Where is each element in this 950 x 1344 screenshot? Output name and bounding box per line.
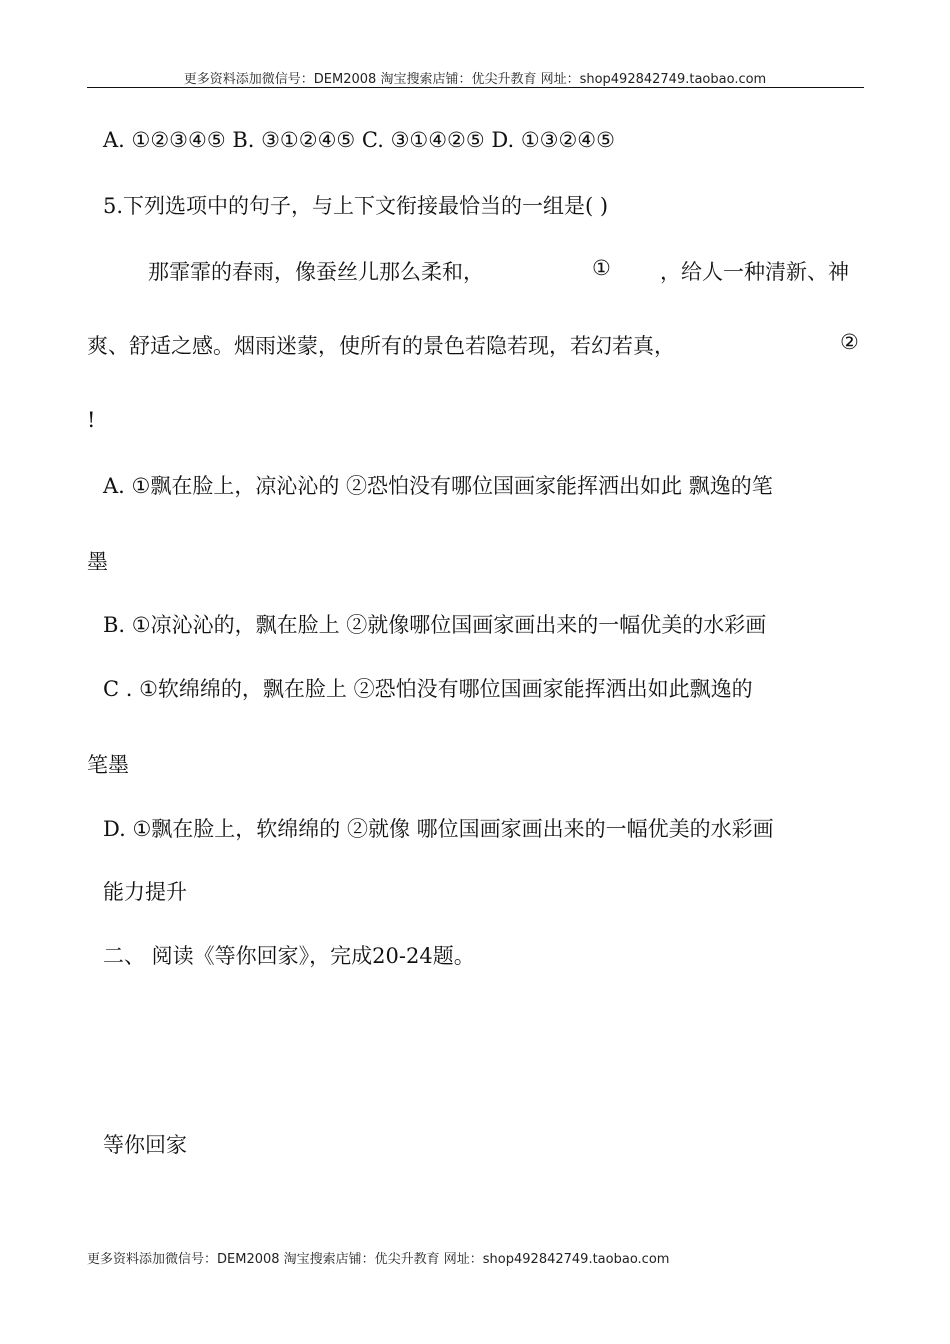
option-c-line1: C . ①软绵绵的，飘在脸上 ②恐怕没有哪位国画家能挥洒出如此飘逸的: [103, 677, 753, 701]
page-footer: 更多资料添加微信号：DEM2008 淘宝搜索店铺：优尖升教育 网址：shop492842749.taobao.com: [87, 1252, 670, 1267]
passage-line3: !: [87, 408, 96, 432]
section-two-heading: 二、 阅读《等你回家》，完成20-24题。: [103, 944, 475, 968]
q5-stem: 5.下列选项中的句子，与上下文衔接最恰当的一组是( ): [103, 194, 609, 218]
section-ability: 能力提升: [103, 880, 187, 904]
page-header: 更多资料添加微信号：DEM2008 淘宝搜索店铺：优尖升教育 网址：shop492842749.taobao.com: [183, 72, 767, 87]
option-b: B. ①凉沁沁的，飘在脸上 ②就像哪位国画家画出来的一幅优美的水彩画: [103, 613, 767, 637]
header-rule: [87, 87, 864, 88]
passage-blank-1: ①: [592, 256, 611, 280]
q4-options: A. ①②③④⑤ B. ③①②④⑤ C. ③①④②⑤ D. ①③②④⑤: [103, 128, 615, 152]
passage-line2: 爽、舒适之感。烟雨迷蒙，使所有的景色若隐若现，若幻若真，: [87, 334, 675, 358]
option-c-line2: 笔墨: [87, 753, 129, 777]
article-title: 等你回家: [103, 1133, 187, 1157]
passage-line1-end: ，给人一种清新、神: [660, 260, 849, 284]
option-a-line2: 墨: [87, 550, 108, 574]
passage-blank-2: ②: [840, 330, 859, 354]
passage-line1-start: 那霏霏的春雨，像蚕丝儿那么柔和，: [148, 260, 484, 284]
option-a-line1: A. ①飘在脸上，凉沁沁的 ②恐怕没有哪位国画家能挥洒出如此 飘逸的笔: [103, 474, 773, 498]
option-d: D. ①飘在脸上，软绵绵的 ②就像 哪位国画家画出来的一幅优美的水彩画: [103, 817, 774, 841]
